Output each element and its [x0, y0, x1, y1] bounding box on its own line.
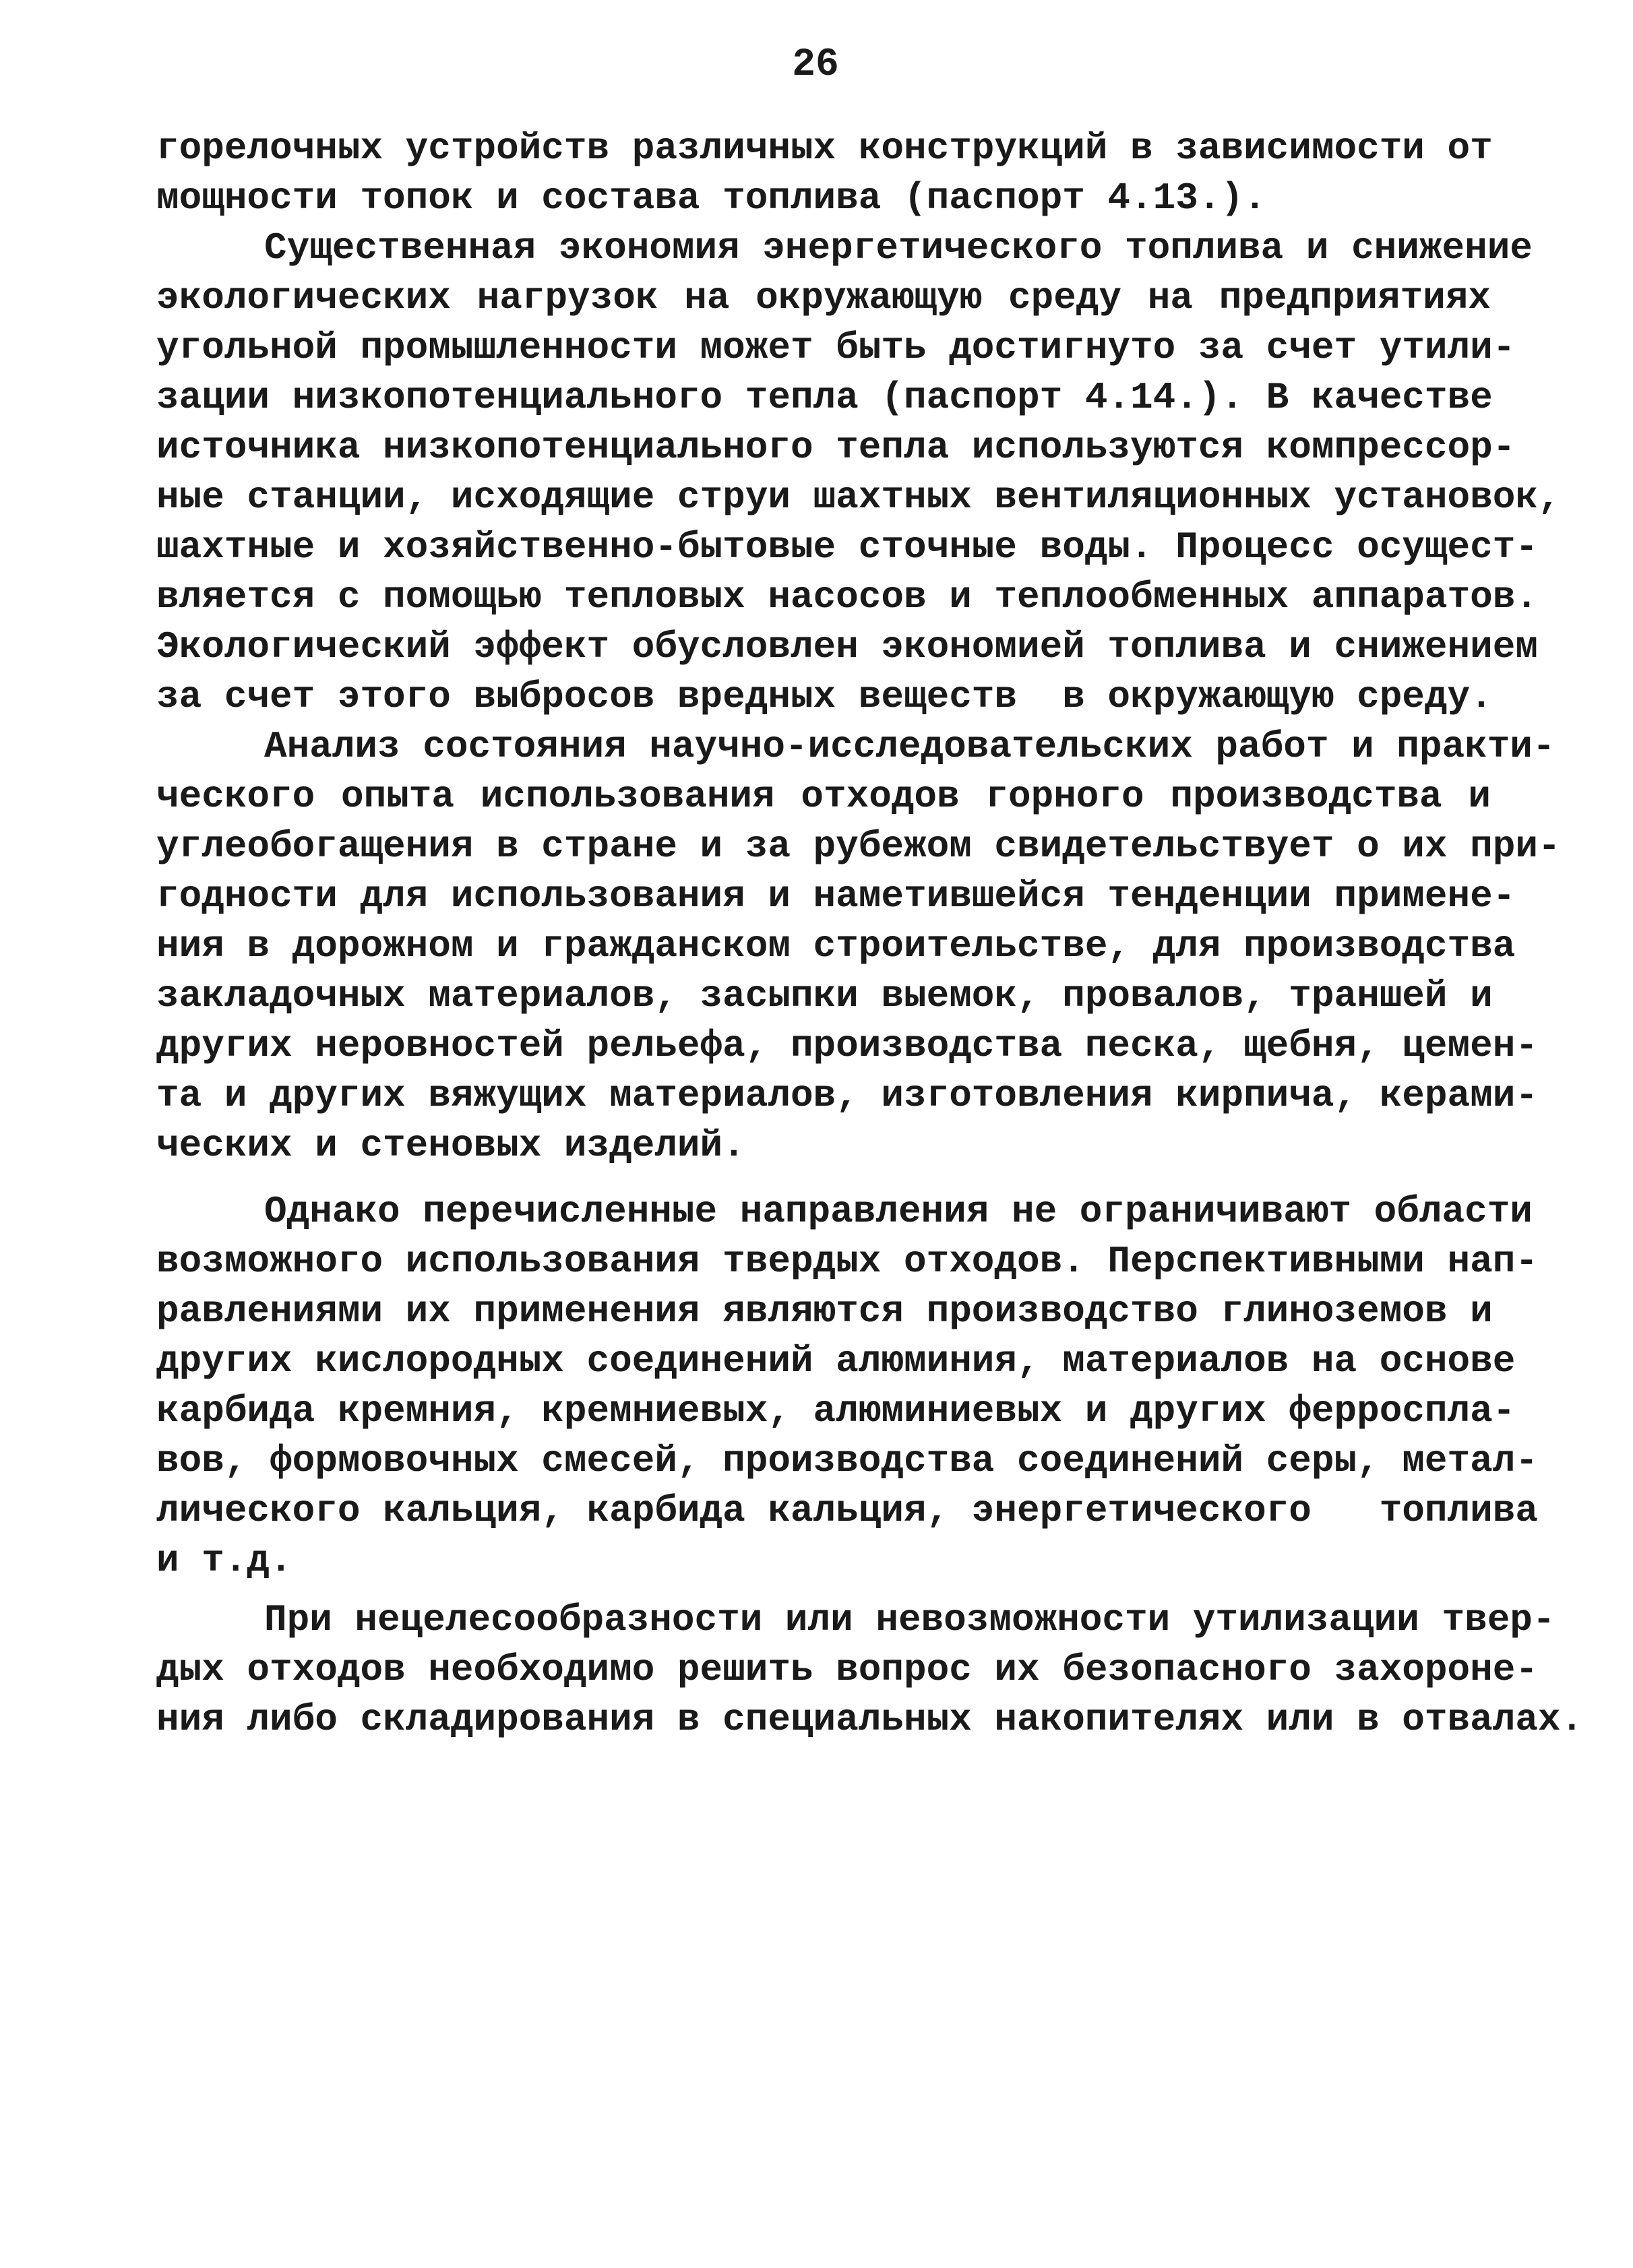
text-line: горелочных устройств различных конструкций в зависимости от: [156, 127, 1493, 170]
text-line: вляется с помощью тепловых насосов и теплообменных аппаратов.: [156, 575, 1538, 619]
text-line: ния в дорожном и гражданском строительстве, для производства: [156, 924, 1516, 968]
text-line: та и других вяжущих материалов, изготовления кирпича, керами-: [156, 1074, 1538, 1117]
text-line: Однако перечисленные направления не ограничивают области: [264, 1190, 1533, 1233]
text-line: возможного использования твердых отходов. Перспективными нап-: [156, 1240, 1538, 1283]
text-line: источника низкопотенциального тепла используются компрессор-: [156, 426, 1516, 469]
text-line: Существенная экономия энергетического топлива и снижение: [264, 226, 1533, 270]
text-line: угольной промышленности может быть достигнуто за счет утили-: [156, 326, 1516, 369]
text-line: ния либо складирования в специальных накопителях или в отвалах.: [156, 1698, 1584, 1741]
text-line: мощности топок и состава топлива (паспорт 4.13.).: [156, 177, 1266, 220]
text-line: зации низкопотенциального тепла (паспорт 4.14.). В качестве: [156, 376, 1493, 419]
text-line: равлениями их применения являются производство глиноземов и: [156, 1290, 1493, 1333]
text-line: ческого опыта использования отходов горного производства и: [156, 775, 1491, 818]
text-line: Экологический эффект обусловлен экономией топлива и снижением: [156, 625, 1538, 668]
text-line: ные станции, исходящие струи шахтных вентиляционных установок,: [156, 476, 1561, 519]
text-line: Анализ состояния научно-исследовательских работ и практи-: [264, 725, 1555, 768]
text-line: ческих и стеновых изделий.: [156, 1124, 745, 1167]
text-line: дых отходов необходимо решить вопрос их безопасного захороне-: [156, 1648, 1538, 1691]
text-line: и т.д.: [156, 1539, 292, 1582]
text-line: При нецелесообразности или невозможности утилизации твер-: [264, 1598, 1555, 1641]
text-line: карбида кремния, кремниевых, алюминиевых и других ферроспла-: [156, 1389, 1516, 1432]
text-line: годности для использования и наметившейся тенденции примене-: [156, 875, 1516, 918]
text-line: лического кальция, карбида кальция, энергетического топлива: [156, 1489, 1538, 1532]
text-line: закладочных материалов, засыпки выемок, провалов, траншей и: [156, 974, 1493, 1017]
text-line: шахтные и хозяйственно-бытовые сточные воды. Процесс осущест-: [156, 526, 1538, 569]
text-line: углеобогащения в стране и за рубежом свидетельствует о их при-: [156, 825, 1561, 868]
text-line: других неровностей рельефа, производства песка, щебня, цемен-: [156, 1024, 1538, 1067]
page-number: 26: [792, 43, 839, 87]
text-line: за счет этого выбросов вредных веществ в окружающую среду.: [156, 675, 1493, 718]
text-line: вов, формовочных смесей, производства соединений серы, метал-: [156, 1439, 1538, 1482]
text-line: экологических нагрузок на окружающую среду на предприятиях: [156, 276, 1491, 319]
text-line: других кислородных соединений алюминия, материалов на основе: [156, 1340, 1516, 1383]
